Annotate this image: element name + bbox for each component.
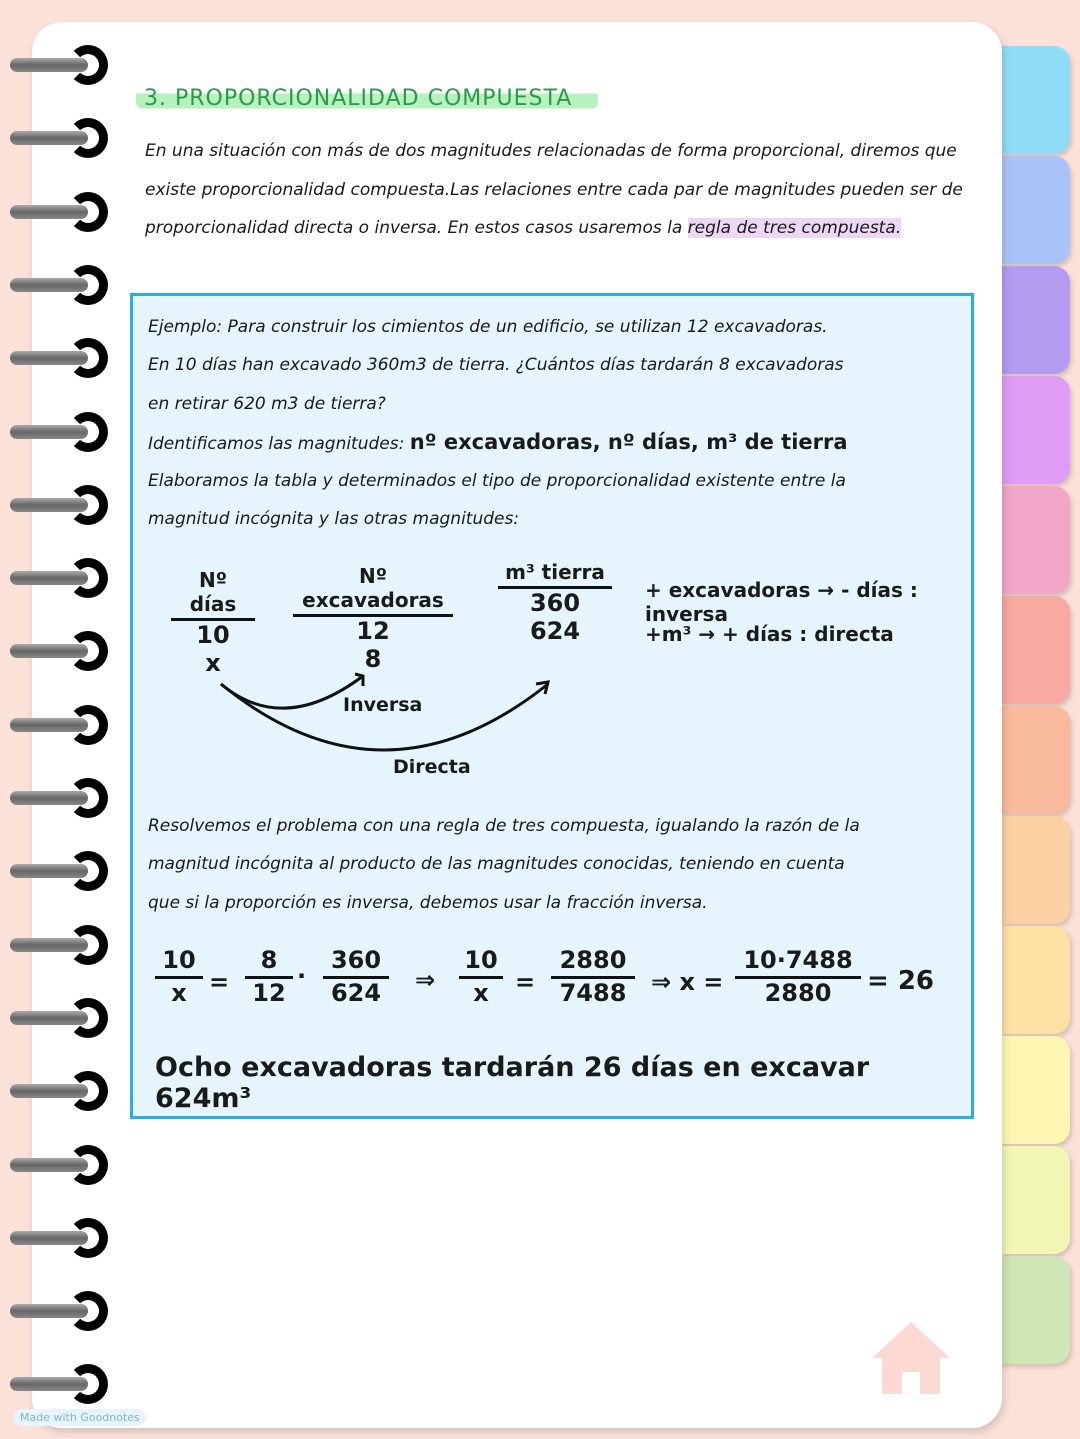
relation-note: +m³ → + días : directa <box>645 622 894 646</box>
conclusion: Ocho excavadoras tardarán 26 días en excavar 624m³ <box>155 1052 870 1114</box>
handwritten-magnitudes: nº excavadoras, nº días, m³ de tierra <box>409 430 848 454</box>
intro-paragraph: En una situación con más de dos magnitudes relacionadas de forma proporcional, diremos que existe proporcionalidad compuesta.Las relaciones entre cada par de magnitudes pueden ser de proporcionalidad directa o inversa. En estos casos usaremos la regla de tres compuesta. <box>145 141 963 238</box>
binder-ring <box>10 558 102 598</box>
directa-label: Directa <box>393 756 471 778</box>
section-tabs <box>1000 46 1070 1366</box>
binder-ring <box>10 45 102 85</box>
example-box: Ejemplo: Para construir los cimientos de un edificio, se utilizan 12 excavadoras. En 10 días han excavado 360m3 de tierra. ¿Cuántos días tardarán 8 excavadoras en retirar 620 m3 de tierra? Identificamos las magnitudes: nº excavadoras, nº días, m³ de tierra Elaboramos la tabla y determinados el tipo de proporcionalidad existente entre la magnitud incógnita y las otras magnitudes: Nº días 10 x Nº excavadoras 12 8 m³ tierra 360 624 Inversa Directa + excavadoras → - días : inversa +m³ → + días : directa Resolvemos el problema con una regla de tres compuesta, igualando la razón de la magnitud incógnita al producto de las magnitudes conocidas, teniendo en cuenta que si la proporción es inversa, debemos usar la fracción inversa. $\frac{10}{x}$ = $\frac{8}{12}$ · $\frac{360}{624}$ ⇒ $\frac{10}{x}$ = $\frac{2880}{7488}$ ⇒ x = $\frac{10\cdot 7488}{2880}$ = 26 Ocho excavadoras tardarán 26 días en excavar 624m³ <box>130 293 974 1119</box>
binder-ring <box>10 705 102 745</box>
example-line: Identificamos las magnitudes: nº excavadoras, nº días, m³ de tierra <box>148 430 848 454</box>
table-header: Nº días <box>171 568 255 621</box>
section-tab[interactable] <box>1000 46 1070 154</box>
example-line: magnitud incógnita y las otras magnitudes: <box>148 509 520 529</box>
binder-ring <box>10 192 102 232</box>
section-tab[interactable] <box>1000 816 1070 924</box>
inversa-arrow <box>221 676 363 708</box>
binder-ring <box>10 925 102 965</box>
example-line: Elaboramos la tabla y determinados el tipo de proporcionalidad existente entre la <box>148 471 846 491</box>
relation-note: + excavadoras → - días : inversa <box>645 578 918 626</box>
binder-ring <box>10 338 102 378</box>
example-line: En 10 días han excavado 360m3 de tierra. ¿Cuántos días tardarán 8 excavadoras <box>148 355 844 375</box>
table-cell: 360 <box>529 589 581 617</box>
table-cell: 624 <box>529 617 581 645</box>
binder-ring <box>10 631 102 671</box>
home-icon[interactable] <box>870 1320 952 1396</box>
binder-ring <box>10 118 102 158</box>
table-cell: 10 <box>196 621 230 649</box>
section-tab[interactable] <box>1000 486 1070 594</box>
binder-ring <box>10 412 102 452</box>
section-tab[interactable] <box>1000 266 1070 374</box>
binder-ring <box>10 998 102 1038</box>
binder-ring <box>10 485 102 525</box>
binder-ring <box>10 265 102 305</box>
binder-ring <box>10 1218 102 1258</box>
goodnotes-watermark: Made with Goodnotes <box>14 1409 146 1426</box>
binder-ring <box>10 1291 102 1331</box>
binder-ring <box>10 1145 102 1185</box>
example-line: Ejemplo: Para construir los cimientos de un edificio, se utilizan 12 excavadoras. <box>148 317 828 337</box>
binder-ring <box>10 778 102 818</box>
inversa-label: Inversa <box>343 694 423 716</box>
table-header: m³ tierra <box>498 560 612 589</box>
section-tab[interactable] <box>1000 706 1070 814</box>
table-cell: 12 <box>356 617 390 645</box>
section-tab[interactable] <box>1000 596 1070 704</box>
section-tab[interactable] <box>1000 156 1070 264</box>
table-cell: x <box>205 649 221 677</box>
binder-ring <box>10 1071 102 1111</box>
binder-ring <box>10 1364 102 1404</box>
section-tab[interactable] <box>1000 376 1070 484</box>
section-tab[interactable] <box>1000 1146 1070 1254</box>
section-tab[interactable] <box>1000 926 1070 1034</box>
solve-line: magnitud incógnita al producto de las magnitudes conocidas, teniendo en cuenta <box>148 854 845 874</box>
highlighted-term: regla de tres compuesta. <box>687 218 902 238</box>
section-tab[interactable] <box>1000 1256 1070 1364</box>
binder-ring <box>10 851 102 891</box>
section-tab[interactable] <box>1000 1036 1070 1144</box>
table-cell: 8 <box>364 645 382 673</box>
solve-line: Resolvemos el problema con una regla de tres compuesta, igualando la razón de la <box>148 816 860 836</box>
section-title: 3. PROPORCIONALIDAD COMPUESTA <box>136 86 598 111</box>
example-line: en retirar 620 m3 de tierra? <box>148 394 386 414</box>
solve-line: que si la proporción es inversa, debemos usar la fracción inversa. <box>148 893 708 913</box>
table-header: Nº excavadoras <box>293 564 453 617</box>
relation-arrows <box>133 296 973 796</box>
